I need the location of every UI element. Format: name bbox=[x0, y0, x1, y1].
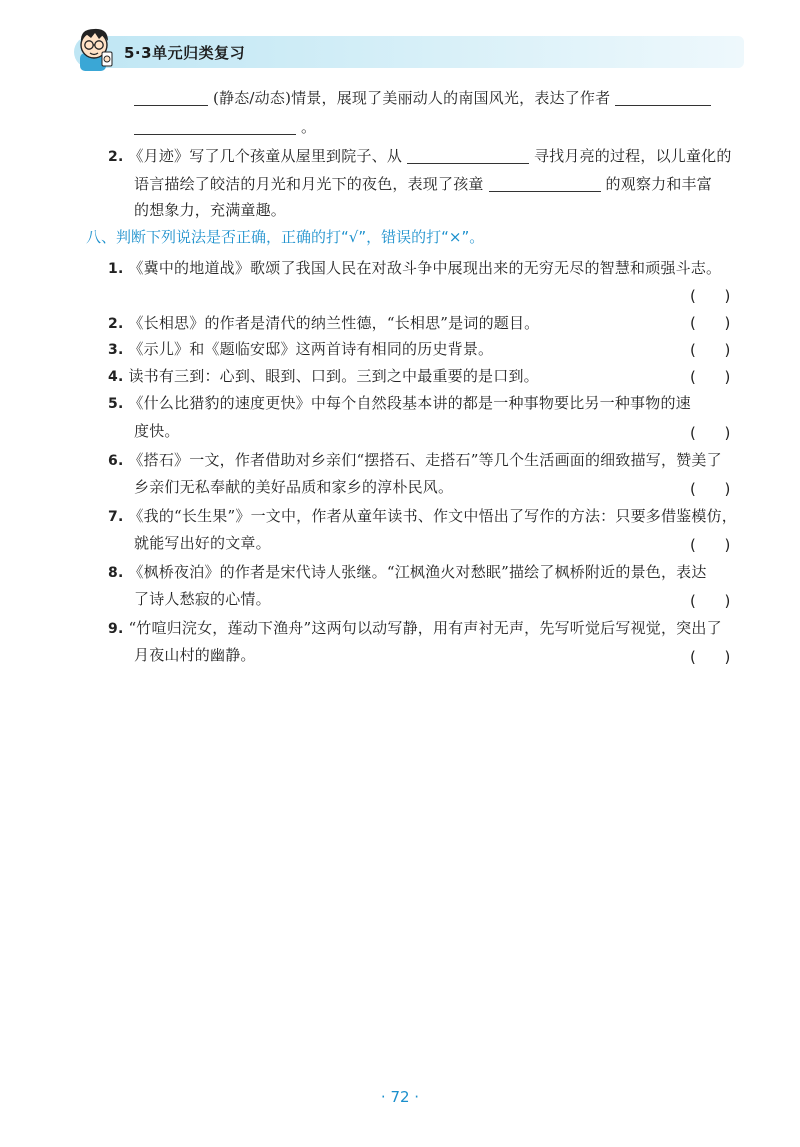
answer-blank[interactable] bbox=[489, 177, 601, 192]
answer-blank[interactable] bbox=[407, 149, 529, 164]
item-number: 6. bbox=[108, 453, 124, 469]
cartoon-boy-mascot-icon bbox=[74, 25, 118, 71]
answer-parentheses[interactable]: ( ) bbox=[690, 341, 731, 359]
judge-item-7 bbox=[108, 505, 737, 526]
q2-text: 寻找月亮的过程，以儿童化的 bbox=[533, 147, 732, 165]
q2-number: 2. bbox=[108, 149, 124, 165]
item-number: 3. bbox=[108, 342, 124, 358]
q1-continued-line-1 bbox=[134, 87, 711, 108]
answer-blank[interactable] bbox=[615, 91, 711, 106]
item-number: 7. bbox=[108, 509, 124, 525]
answer-blank[interactable] bbox=[134, 120, 296, 135]
judge-item-1 bbox=[108, 257, 721, 278]
q2-line-2 bbox=[134, 173, 712, 194]
item-number: 8. bbox=[108, 565, 124, 581]
item-number: 1. bbox=[108, 261, 124, 277]
answer-parentheses[interactable]: ( ) bbox=[690, 592, 731, 610]
answer-parentheses[interactable]: ( ) bbox=[690, 424, 731, 442]
item-text: 《什么比猎豹的速度更快》中每个自然段基本讲的都是一种事物要比另一种事物的速 bbox=[128, 394, 691, 412]
item-number: 2. bbox=[108, 316, 124, 332]
item-text: “竹喧归浣女，莲动下渔舟”这两句以动写静，用有声衬无声，先写听觉后写视觉，突出了 bbox=[128, 619, 722, 637]
item-number: 4. bbox=[108, 369, 124, 385]
judge-item-7-line-2: 就能写出好的文章。 bbox=[134, 534, 271, 552]
judge-item-8 bbox=[108, 561, 707, 582]
judge-item-2 bbox=[108, 312, 539, 333]
answer-parentheses[interactable]: ( ) bbox=[690, 480, 731, 498]
item-number: 9. bbox=[108, 621, 124, 637]
item-text: 《长相思》的作者是清代的纳兰性德，“长相思”是词的题目。 bbox=[128, 314, 540, 332]
judge-item-5-line-2: 度快。 bbox=[134, 422, 180, 440]
judge-item-9 bbox=[108, 617, 722, 638]
q1-continued-line-2 bbox=[134, 116, 316, 137]
judge-item-6-line-2: 乡亲们无私奉献的美好品质和家乡的淳朴民风。 bbox=[134, 478, 454, 496]
judge-item-9-line-2: 月夜山村的幽静。 bbox=[134, 646, 256, 664]
item-text: 《我的“长生果”》一文中，作者从童年读书、作文中悟出了写作的方法：只要多借鉴模仿， bbox=[128, 507, 737, 525]
answer-parentheses[interactable]: ( ) bbox=[690, 648, 731, 666]
q1-end: 。 bbox=[300, 118, 317, 136]
answer-parentheses[interactable]: ( ) bbox=[690, 287, 731, 305]
answer-parentheses[interactable]: ( ) bbox=[690, 536, 731, 554]
judge-item-6 bbox=[108, 449, 722, 470]
item-number: 5. bbox=[108, 396, 124, 412]
item-text: 读书有三到：心到、眼到、口到。三到之中最重要的是口到。 bbox=[128, 367, 539, 385]
judge-item-8-line-2: 了诗人愁寂的心情。 bbox=[134, 590, 271, 608]
q2-text: 《月迹》写了几个孩童从屋里到院子、从 bbox=[128, 147, 403, 165]
q2-text: 语言描绘了皎洁的月光和月光下的夜色，表现了孩童 bbox=[134, 175, 484, 193]
q2-line-3: 的想象力，充满童趣。 bbox=[134, 201, 287, 219]
judge-item-5 bbox=[108, 392, 691, 413]
answer-parentheses[interactable]: ( ) bbox=[690, 314, 731, 332]
item-text: 《搭石》一文，作者借助对乡亲们“摆搭石、走搭石”等几个生活画面的细致描写，赞美了 bbox=[128, 451, 722, 469]
item-text: 《示儿》和《题临安邸》这两首诗有相同的历史背景。 bbox=[128, 340, 494, 358]
q1-text: (静态/动态)情景，展现了美丽动人的南国风光，表达了作者 bbox=[212, 89, 611, 107]
judge-item-3 bbox=[108, 338, 493, 359]
q2-line-1 bbox=[108, 145, 732, 166]
page-number: · 72 · bbox=[380, 1088, 420, 1106]
item-text: 《冀中的地道战》歌颂了我国人民在对敌斗争中展现出来的无穷无尽的智慧和顽强斗志。 bbox=[128, 259, 722, 277]
header-title: 5·3单元归类复习 bbox=[124, 44, 246, 62]
section-8-heading: 八、判断下列说法是否正确，正确的打“√”，错误的打“×”。 bbox=[86, 228, 485, 246]
answer-parentheses[interactable]: ( ) bbox=[690, 368, 731, 386]
judge-item-4 bbox=[108, 365, 539, 386]
q2-text: 的观察力和丰富 bbox=[605, 175, 712, 193]
answer-blank[interactable] bbox=[134, 91, 208, 106]
item-text: 《枫桥夜泊》的作者是宋代诗人张继。“江枫渔火对愁眠”描绘了枫桥附近的景色，表达 bbox=[128, 563, 707, 581]
